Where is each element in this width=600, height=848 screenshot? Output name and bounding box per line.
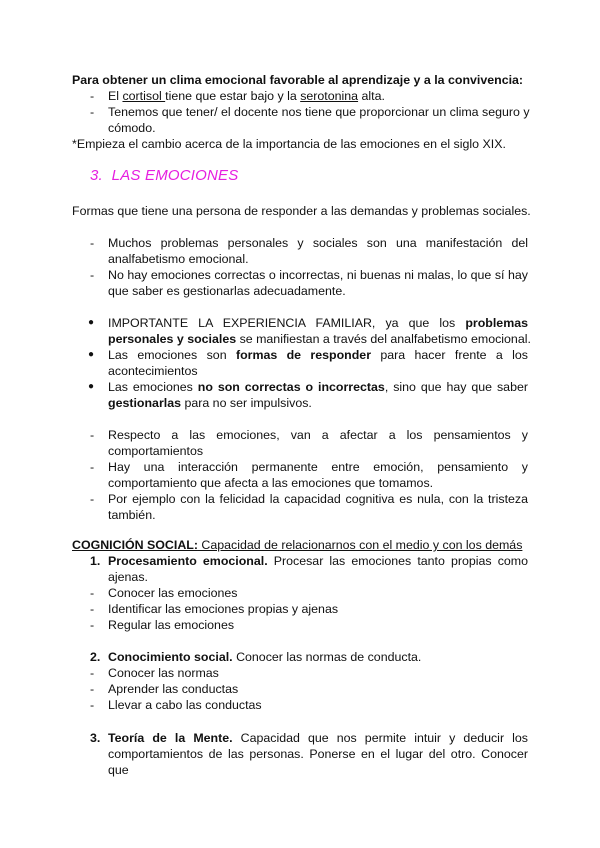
dash-marker: - <box>90 602 95 616</box>
sub-item: Conocer las normas <box>108 666 219 680</box>
cognicion-heading: COGNICIÓN SOCIAL: Capacidad de relacionarnos con el medio y con los demás <box>72 538 523 552</box>
cognicion-item-1-line1: Procesamiento emocional. Procesar las emociones tanto propias como <box>108 554 528 568</box>
dash-marker: - <box>90 682 95 696</box>
bullet-marker: ● <box>88 317 95 328</box>
bullet-1-line2: personales y sociales se manifiestan a través del analfabetismo emocional. <box>108 332 531 346</box>
cognicion-item-1-line2: ajenas. <box>108 570 148 584</box>
dash-marker: - <box>90 460 95 474</box>
numbered-marker: 3. <box>90 731 101 745</box>
dash-a-item-1-line2: analfabetismo emocional. <box>108 252 249 266</box>
bullet-2-line1: Las emociones son formas de responder para hacer frente a los <box>108 348 528 362</box>
intro-item-clima-line2: cómodo. <box>108 121 156 135</box>
dash-marker: - <box>90 428 95 442</box>
cognicion-item-3-line1: Teoría de la Mente. Capacidad que nos permite intuir y deducir los <box>108 731 528 745</box>
dash-b-item-3-line2: también. <box>108 508 156 522</box>
bullet-3-line2: gestionarlas para no ser impulsivos. <box>108 396 312 410</box>
dash-b-item-2-line2: comportamiento que afecta a las emociones que tomamos. <box>108 476 434 490</box>
sub-item: Aprender las conductas <box>108 682 239 696</box>
dash-marker: - <box>90 586 95 600</box>
bullet-marker: ● <box>88 381 95 392</box>
section-heading: 3. LAS EMOCIONES <box>90 167 239 184</box>
dash-marker: - <box>90 268 95 282</box>
dash-a-item-2-line2: que saber es gestionarlas adecuadamente. <box>108 284 346 298</box>
bullet-1-line1: IMPORTANTE LA EXPERIENCIA FAMILIAR, ya que los problemas <box>108 316 528 330</box>
bullet-marker: ● <box>88 349 95 360</box>
bullet-2-line2: acontecimientos <box>108 364 198 378</box>
dash-marker: - <box>90 89 95 103</box>
cognicion-item-2-line1: Conocimiento social. Conocer las normas de conducta. <box>108 650 422 664</box>
dash-b-item-1-line1: Respecto a las emociones, van a afectar a los pensamientos y <box>108 428 528 442</box>
dash-b-item-3-line1: Por ejemplo con la felicidad la capacidad cognitiva es nula, con la tristeza <box>108 492 528 506</box>
dash-marker: - <box>90 618 95 632</box>
dash-marker: - <box>90 236 95 250</box>
dash-b-item-1-line2: comportamientos <box>108 444 204 458</box>
section-definition: Formas que tiene una persona de responder a las demandas y problemas sociales. <box>72 204 531 218</box>
dash-a-item-1-line1: Muchos problemas personales y sociales son una manifestación del <box>108 236 528 250</box>
dash-marker: - <box>90 698 95 712</box>
cognicion-item-3-line2: comportamientos de las personas. Ponerse en el lugar del otro. Conocer que <box>108 747 528 777</box>
numbered-marker: 2. <box>90 650 101 664</box>
bullet-3-line1: Las emociones no son correctas o incorrectas, sino que hay que saber <box>108 380 528 394</box>
intro-heading: Para obtener un clima emocional favorable al aprendizaje y a la convivencia: <box>72 73 524 87</box>
dash-marker: - <box>90 105 95 119</box>
intro-item-cortisol: El cortisol tiene que estar bajo y la serotonina alta. <box>108 89 385 103</box>
sub-item: Identificar las emociones propias y ajenas <box>108 602 339 616</box>
sub-item: Regular las emociones <box>108 618 235 632</box>
dash-a-item-2-line1: No hay emociones correctas o incorrectas, ni buenas ni malas, lo que sí hay <box>108 268 528 282</box>
numbered-marker: 1. <box>90 554 101 568</box>
dash-marker: - <box>90 492 95 506</box>
intro-note: *Empieza el cambio acerca de la importancia de las emociones en el siglo XIX. <box>72 137 506 151</box>
sub-item: Conocer las emociones <box>108 586 238 600</box>
intro-item-clima-line1: Tenemos que tener/ el docente nos tiene que proporcionar un clima seguro y <box>108 105 530 119</box>
dash-b-item-2-line1: Hay una interacción permanente entre emoción, pensamiento y <box>108 460 528 474</box>
dash-marker: - <box>90 666 95 680</box>
sub-item: Llevar a cabo las conductas <box>108 698 262 712</box>
